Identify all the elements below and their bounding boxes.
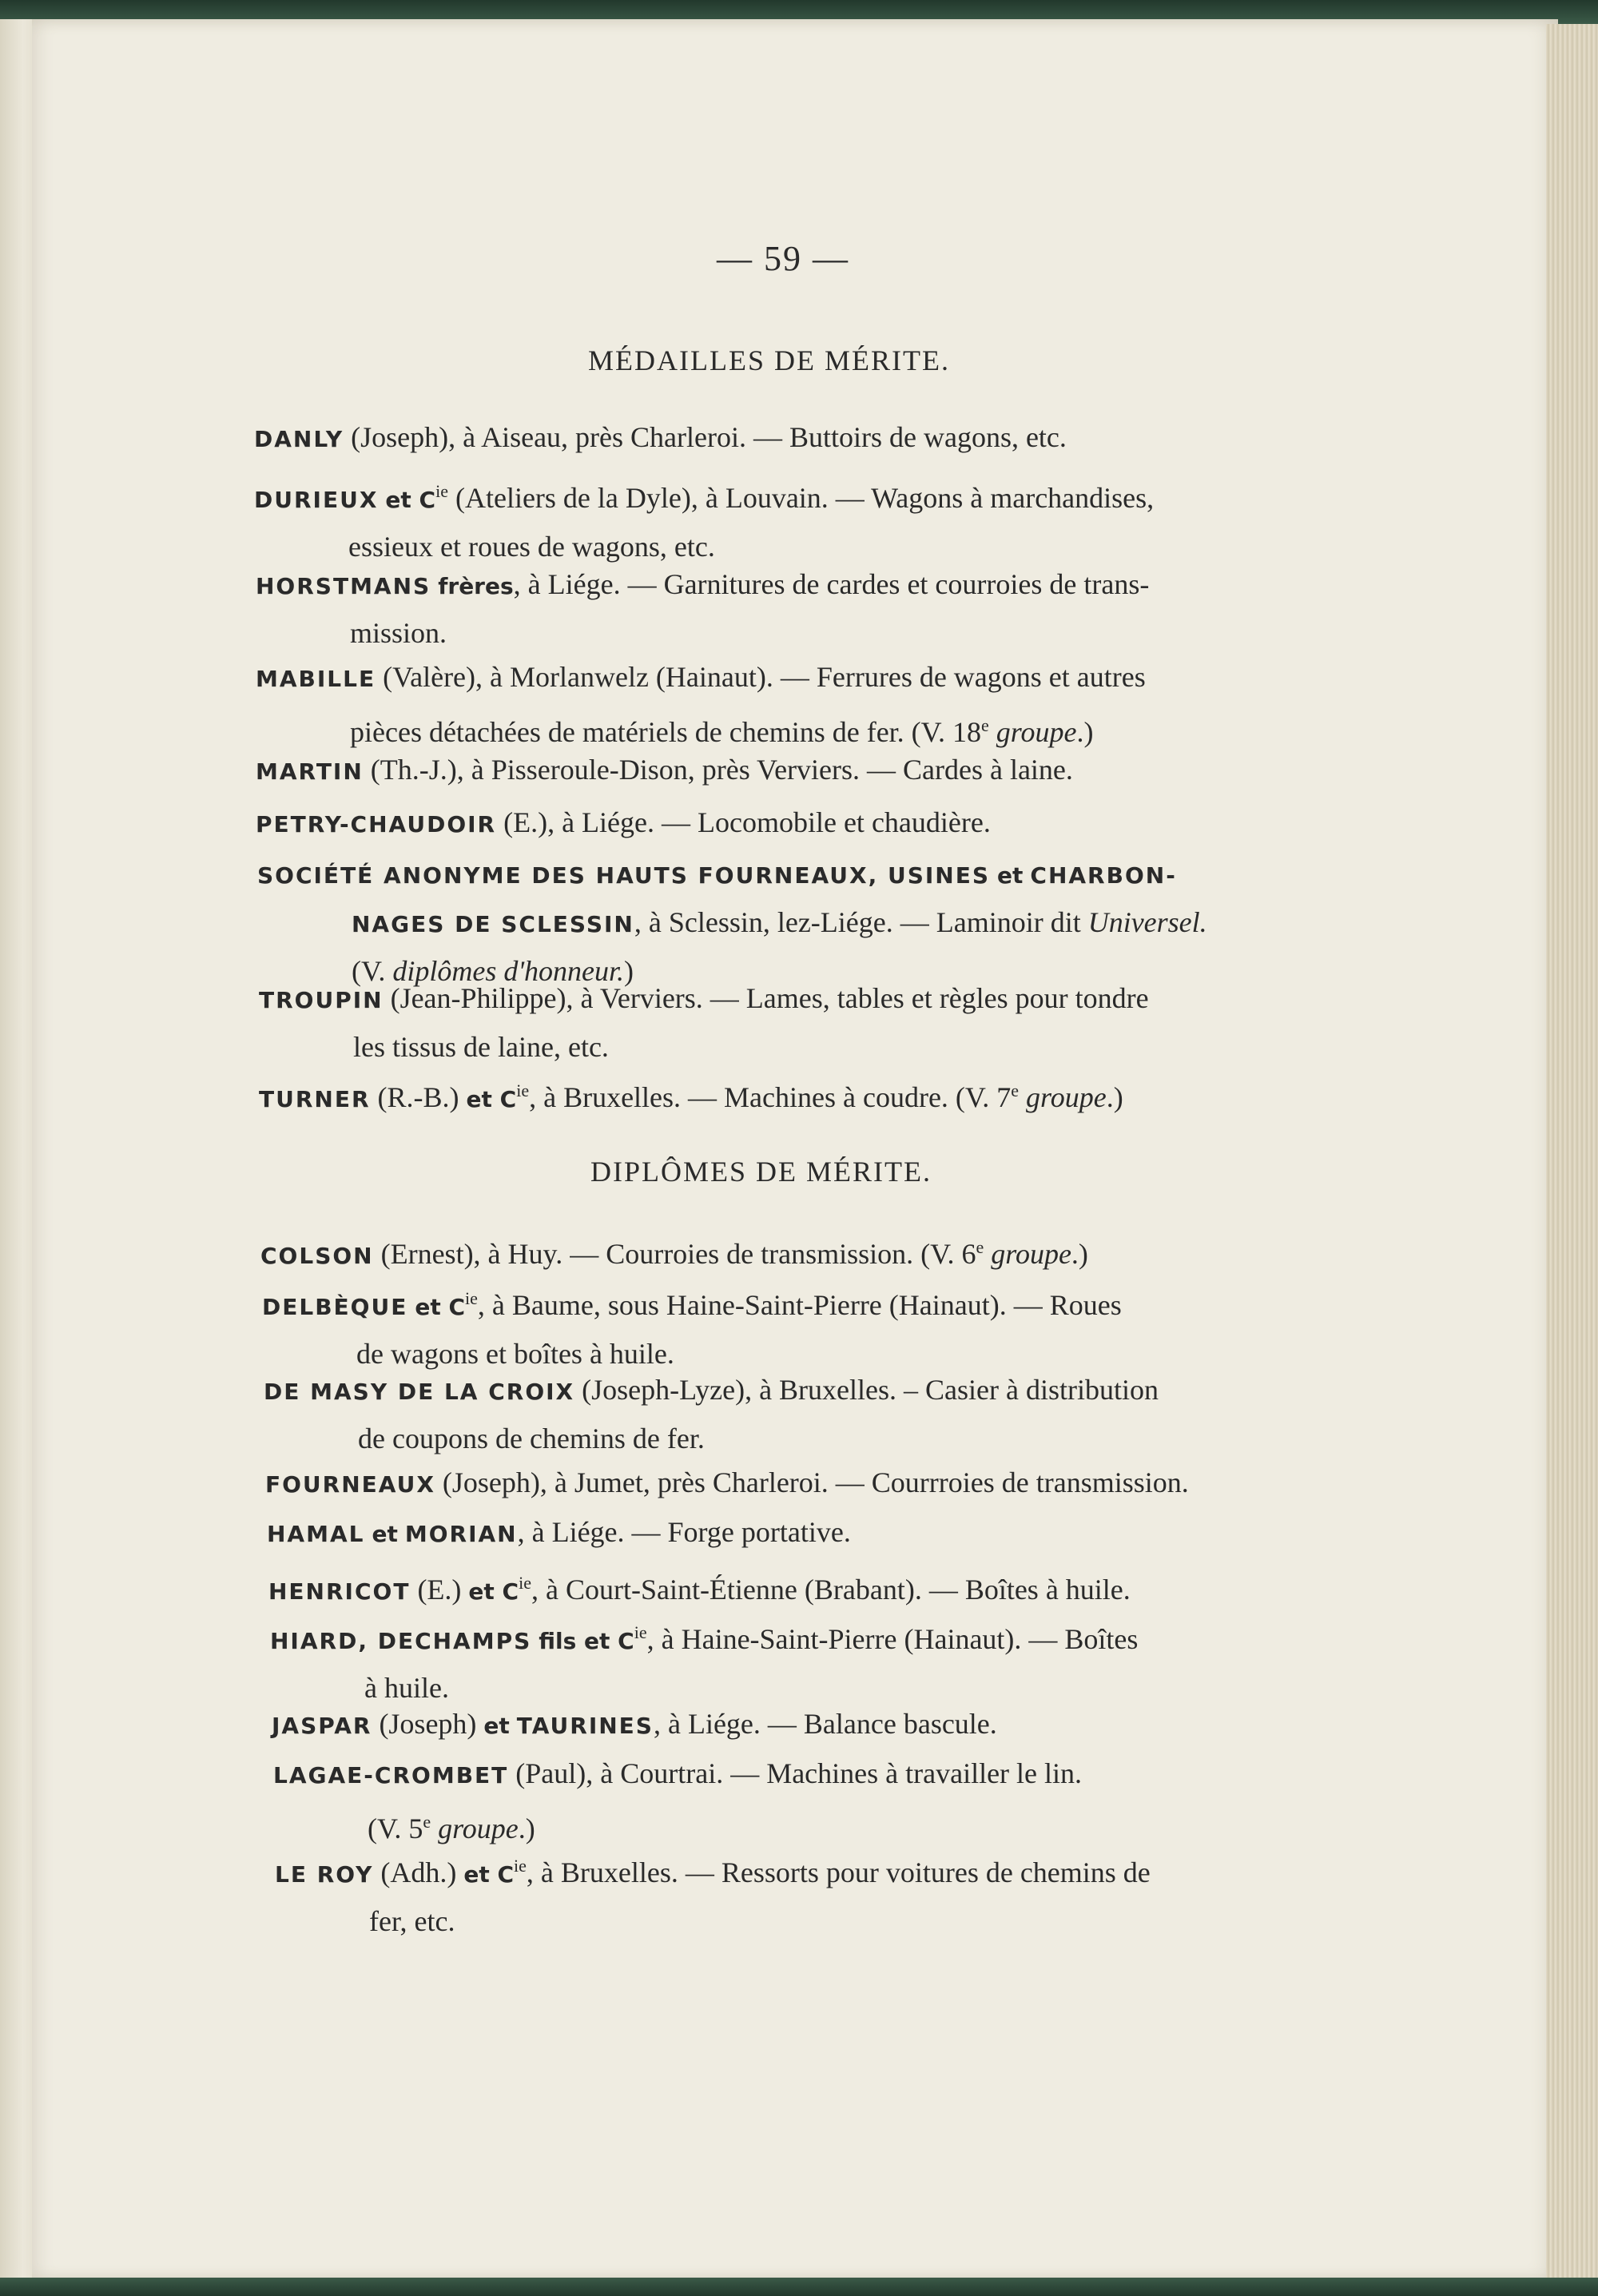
entry-text-prefix: (Joseph) <box>379 1708 484 1740</box>
continuation-prefix: (V. <box>352 955 393 987</box>
entry-text: , à Haine-Saint-Pierre (Hainaut). — Boîtes <box>646 1623 1139 1655</box>
entry-conjunction: et C <box>463 1861 515 1888</box>
page-number: — 59 — <box>717 239 849 278</box>
entry-name: LAGAE-CROMBET <box>273 1762 509 1789</box>
section-heading-medailles: MÉDAILLES DE MÉRITE. <box>588 344 950 376</box>
entry-name: HORSTMANS <box>256 573 431 599</box>
entry-martin <box>256 746 1073 795</box>
entry-name: MARTIN <box>256 758 364 785</box>
entry-superscript: ie <box>435 481 448 501</box>
entry-name-second: TAURINES <box>516 1713 654 1739</box>
entry-conjunction: et C <box>415 1294 466 1320</box>
entry-superscript: ie <box>634 1622 647 1642</box>
entry-superscript: e <box>976 1237 984 1257</box>
entry-name: DELBÈQUE <box>262 1294 408 1320</box>
entry-name: HENRICOT <box>268 1578 411 1605</box>
entry-name: PETRY-CHAUDOIR <box>256 811 497 838</box>
entry-name-second: MORIAN <box>404 1521 518 1547</box>
entry-name-second: CHARBON- <box>1030 862 1177 889</box>
entry-text-prefix: (R.-B.) <box>377 1081 467 1113</box>
entry-name: JASPAR <box>272 1713 372 1739</box>
entry-henricot <box>268 1560 1131 1615</box>
entry-jaspar <box>272 1701 997 1749</box>
entry-superscript: ie <box>516 1080 530 1100</box>
entry-italic: diplômes d'honneur. <box>392 955 625 987</box>
entry-text: (Ernest), à Huy. — Courroies de transmission. (V. 6 <box>380 1238 976 1270</box>
entry-turner <box>259 1068 1123 1123</box>
entry-horstmans <box>256 561 1149 656</box>
entry-conjunction: frères <box>438 573 514 599</box>
entry-text: (Paul), à Courtrai. — Machines à travailler le lin. <box>515 1757 1083 1789</box>
entry-durieux <box>254 468 1154 570</box>
entry-italic: Universel. <box>1087 906 1207 938</box>
entry-continuation: mission. <box>350 617 447 649</box>
entry-petry-chaudoir <box>256 799 991 848</box>
continuation-text: , à Sclessin, lez-Liége. — Laminoir dit <box>634 906 1088 938</box>
entry-superscript: ie <box>514 1856 527 1876</box>
entry-name: HIARD, DECHAMPS <box>270 1628 532 1654</box>
entry-italic: groupe <box>991 1238 1071 1270</box>
entry-continuation <box>257 899 1207 948</box>
entry-name: DURIEUX <box>254 487 379 513</box>
entry-conjunction: et C <box>468 1578 519 1605</box>
entry-text: , à Liége. — Forge portative. <box>517 1516 851 1548</box>
entry-text: (Th.-J.), à Pisseroule-Dison, près Verviers. — Cardes à laine. <box>370 754 1073 786</box>
entry-superscript-2: e <box>1011 1080 1020 1100</box>
entry-text-prefix: (E.) <box>417 1574 469 1606</box>
entry-text: , à Bruxelles. — Ressorts pour voitures de chemins de <box>526 1856 1151 1888</box>
entry-text: , à Court-Saint-Étienne (Brabant). — Boîtes à huile. <box>531 1574 1131 1606</box>
entry-lagae-crombet <box>273 1750 1082 1852</box>
entry-name: HAMAL <box>267 1521 365 1547</box>
entry-hiard <box>270 1610 1138 1711</box>
entry-conjunction: et C <box>385 487 436 513</box>
entry-name: LE ROY <box>275 1861 374 1888</box>
entry-hamal <box>267 1509 851 1558</box>
entry-conjunction: et C <box>466 1086 517 1112</box>
entry-text: (Joseph), à Aiseau, près Charleroi. — Buttoirs de wagons, etc. <box>351 421 1067 453</box>
entry-mabille <box>256 654 1146 755</box>
entry-continuation: fer, etc. <box>369 1905 455 1937</box>
entry-italic: groupe <box>996 716 1077 748</box>
entry-societe-anonyme <box>257 850 1207 994</box>
entry-continuation: de wagons et boîtes à huile. <box>356 1338 674 1370</box>
entry-troupin <box>259 975 1149 1070</box>
entry-text: (Joseph-Lyze), à Bruxelles. – Casier à distribution <box>582 1374 1159 1406</box>
entry-superscript: e <box>981 715 989 735</box>
entry-name: TURNER <box>259 1086 371 1112</box>
entry-text-prefix: (Adh.) <box>380 1856 464 1888</box>
entry-text: , à Liége. — Garnitures de cardes et courroies de trans- <box>513 568 1150 600</box>
entry-name: DE MASY DE LA CROIX <box>264 1379 575 1405</box>
entry-name: DANLY <box>254 426 344 452</box>
entry-conjunction: et <box>483 1713 510 1739</box>
entry-name: TROUPIN <box>259 987 384 1013</box>
continuation-text: (V. 5 <box>368 1813 423 1844</box>
continuation-text: pièces détachées de matériels de chemins de fer. (V. 18 <box>350 716 982 748</box>
entry-colson <box>260 1224 1088 1279</box>
entry-delbeque <box>262 1275 1122 1377</box>
entry-text: (E.), à Liége. — Locomobile et chaudière. <box>503 806 991 838</box>
entry-text: (Ateliers de la Dyle), à Louvain. — Wagons à marchandises, <box>447 482 1155 514</box>
entry-text-end: .) <box>1071 1238 1088 1270</box>
entry-italic: groupe <box>1026 1081 1107 1113</box>
entry-name: FOURNEAUX <box>265 1471 435 1498</box>
continuation-name: NAGES DE SCLESSIN <box>352 911 634 937</box>
entry-text: , à Liége. — Balance bascule. <box>653 1708 997 1740</box>
entry-superscript: ie <box>519 1573 531 1593</box>
continuation-end: .) <box>518 1813 535 1844</box>
entry-superscript: ie <box>465 1288 478 1308</box>
entry-name: MABILLE <box>256 666 376 692</box>
entry-text: , à Baume, sous Haine-Saint-Pierre (Hainaut). — Roues <box>477 1289 1122 1321</box>
entry-continuation: à huile. <box>364 1672 449 1704</box>
entry-continuation: essieux et roues de wagons, etc. <box>348 531 715 563</box>
section-heading-diplomes: DIPLÔMES DE MÉRITE. <box>590 1156 932 1188</box>
entry-name: COLSON <box>260 1243 374 1269</box>
entry-conjunction: et <box>372 1521 398 1547</box>
entry-de-masy <box>264 1367 1159 1462</box>
entry-text: (Jean-Philippe), à Verviers. — Lames, tables et règles pour tondre <box>390 982 1149 1014</box>
page-fore-edge <box>1546 24 1598 2278</box>
entry-superscript: e <box>423 1812 431 1832</box>
entry-fourneaux <box>265 1459 1189 1508</box>
entry-text: (Valère), à Morlanwelz (Hainaut). — Ferrures de wagons et autres <box>383 661 1146 693</box>
entry-text: , à Bruxelles. — Machines à coudre. (V. 7 <box>529 1081 1012 1113</box>
continuation-end: .) <box>1076 716 1094 748</box>
entry-conjunction: et <box>997 862 1024 889</box>
entry-conjunction: fils et C <box>539 1628 634 1654</box>
entry-text-end: .) <box>1106 1081 1123 1113</box>
continuation-end: ) <box>624 955 634 987</box>
entry-continuation: les tissus de laine, etc. <box>353 1031 609 1063</box>
entry-le-roy <box>275 1843 1151 1944</box>
entry-name: SOCIÉTÉ ANONYME DES HAUTS FOURNEAUX, USINES <box>257 862 991 889</box>
entry-danly <box>254 414 1067 463</box>
entry-text: (Joseph), à Jumet, près Charleroi. — Courrroies de transmission. <box>442 1466 1189 1498</box>
entry-continuation: de coupons de chemins de fer. <box>358 1423 705 1454</box>
entry-italic: groupe <box>438 1813 519 1844</box>
